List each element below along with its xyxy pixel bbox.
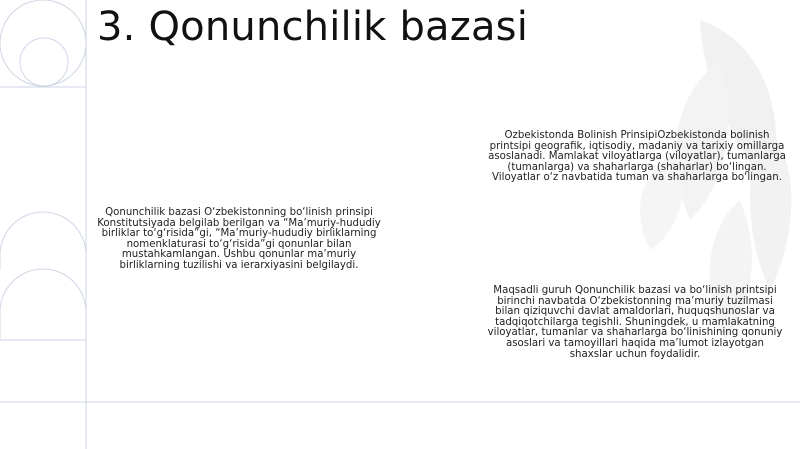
target-group-paragraph: Maqsadli guruh Qonunchilik bazasi va bo‘linish printsipi birinchi navbatda O‘zbekistonning ma’muriy tuzilmasi bilan qiziquvchi davlat amaldorlari, huquqshunoslar va tadqiqotchilarga tegishli. Shuningdek, u mamlakatning viloyatlar, tumanlar va shaharlarga bo‘linishining qonuniy asoslari va tamoyillari haqida ma’lumot izlayotgan shaxslar uchun foydalidir. [487, 285, 783, 360]
legal-basis-paragraph: Qonunchilik bazasi O‘zbekistonning bo‘linish prinsipi Konstitutsiyada belgilab berilgan va “Ma’muriy-hududiy birliklar to‘g‘risida”gi, “Ma’muriy-hududiy birliklarning nomenklaturasi to‘g‘risida”gi qonunlar bilan mustahkamlangan. Ushbu qonunlar ma’muriy birliklarning tuzilishi va ierarxiyasini belgilaydi. [97, 207, 381, 271]
division-principle-paragraph: Ozbekistonda Bolinish PrinsipiOzbekistonda bolinish printsipi geografik, iqtisodiy, madaniy va tarixiy omillarga asoslanadi. Mamlakat viloyatlarga (viloyatlar), tumanlarga (tumanlarga) va shaharlarga (shaharlar) bo‘lingan. Viloyatlar o‘z navbatida tuman va shaharlarga bo‘lingan. [488, 130, 786, 184]
slide-title: 3. Qonunchilik bazasi [97, 4, 529, 50]
